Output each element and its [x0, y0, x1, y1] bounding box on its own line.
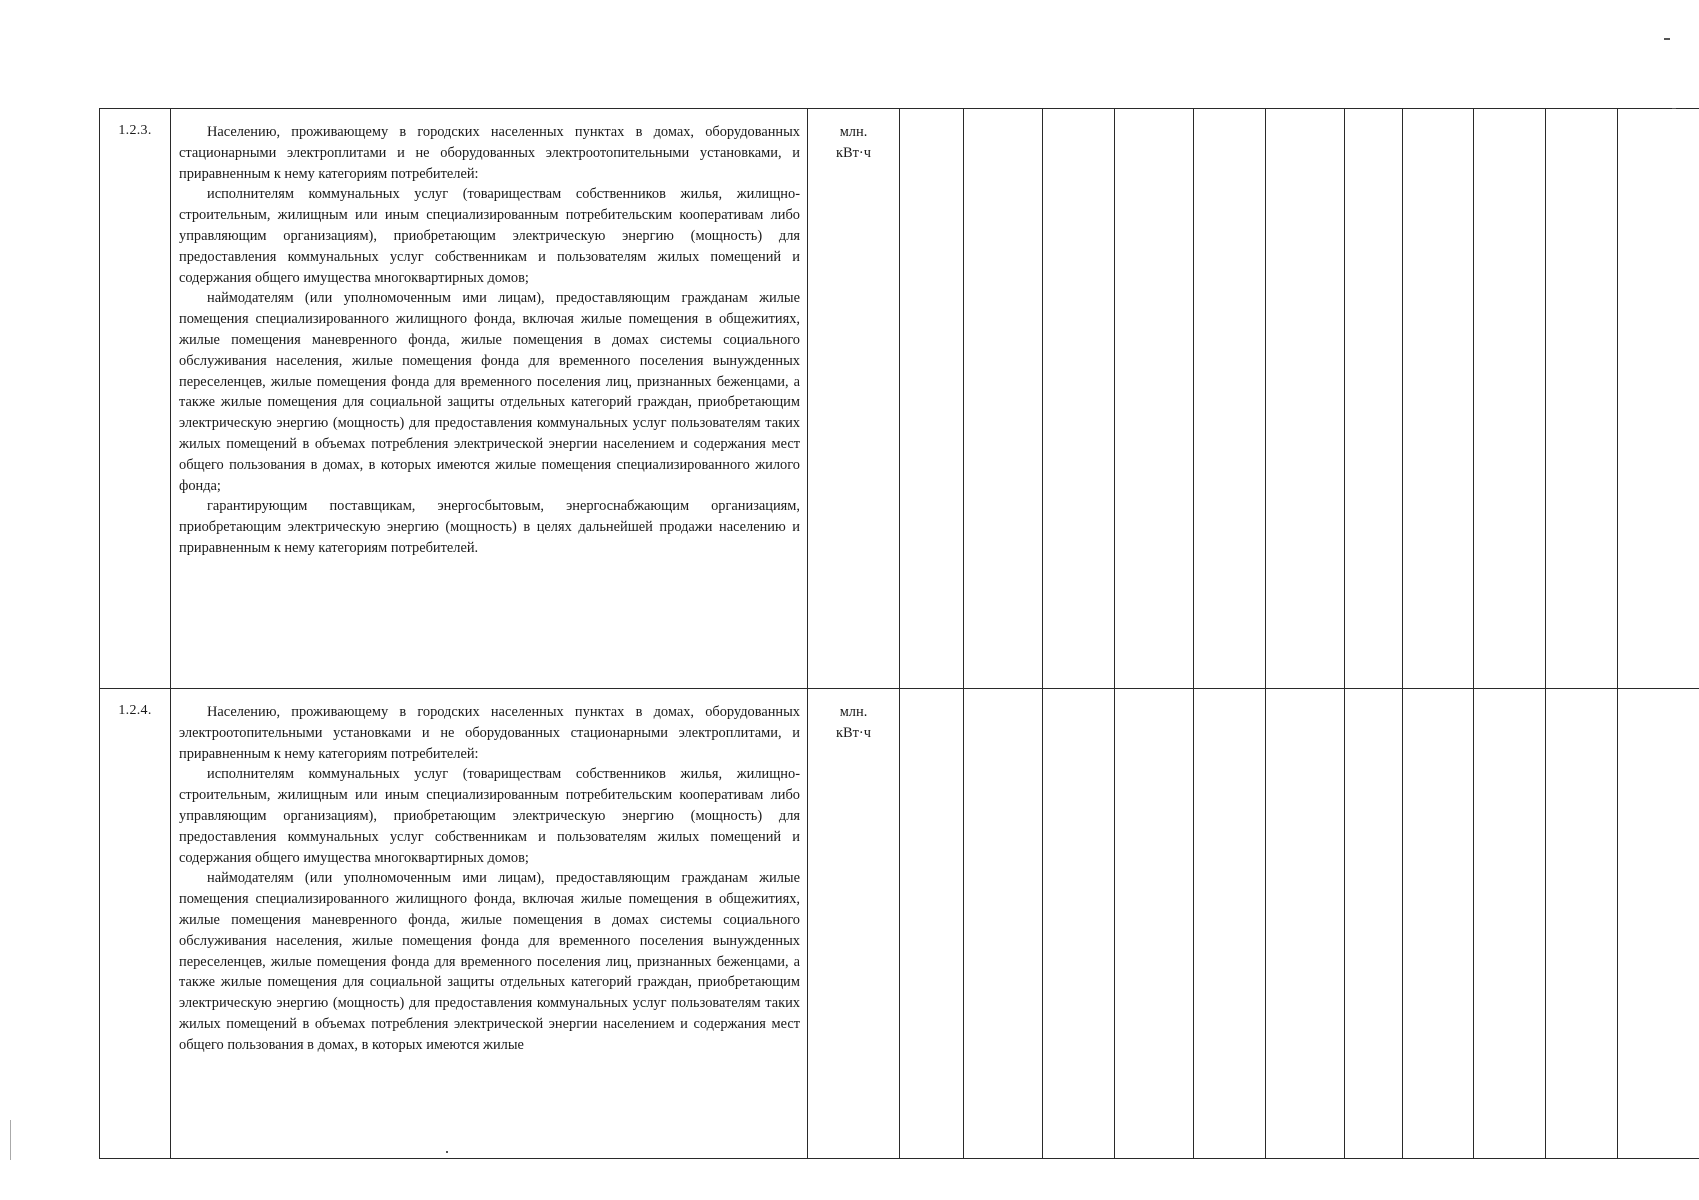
empty-cell [964, 689, 1043, 1159]
scan-mark [1672, 108, 1676, 109]
table-row [100, 689, 1699, 1159]
description-paragraph: гарантирующим поставщикам, энергосбытовым, энергоснабжающим организациям, приобретающим электрическую энергию (мощность) в целях дальнейшей продажи населению и приравненным к нему категориям потребителей. [179, 498, 800, 556]
empty-cell [1345, 689, 1403, 1159]
unit-line: млн. [839, 124, 868, 140]
empty-cell [1474, 689, 1546, 1159]
row-unit [808, 109, 900, 689]
empty-cell [1115, 109, 1194, 689]
empty-cell [1546, 109, 1618, 689]
empty-cell [1043, 689, 1115, 1159]
row-description [171, 689, 808, 1159]
empty-cell [1194, 109, 1266, 689]
empty-cell [1474, 109, 1546, 689]
tariff-table [99, 108, 1699, 1159]
empty-cell [1043, 109, 1115, 689]
empty-cell [1403, 109, 1474, 689]
empty-cell [1266, 689, 1345, 1159]
empty-cell [1115, 689, 1194, 1159]
description-paragraph: наймодателям (или уполномоченным ими лицам), предоставляющим гражданам жилые помещения специализированного жилищного фонда, включая жилые помещения в общежитиях, жилые помещения маневренного фонда, жилые помещения в домах системы социального обслуживания населения, жилые помещения фонда для временного поселения вынужденных переселенцев, жилые помещения фонда для временного поселения лиц, признанных беженцами, а также жилые помещения для социальной защиты отдельных категорий граждан, приобретающим электрическую энергию (мощность) для предоставления коммунальных услуг пользователям таких жилых помещений в объемах потребления электрической энергии населением и содержания мест общего пользования в домах, в которых имеются жилые помещения специализированного жилого фонда; [179, 290, 800, 494]
unit-line: млн. [839, 704, 868, 720]
empty-cell [1345, 109, 1403, 689]
row-unit [808, 689, 900, 1159]
empty-cell [900, 689, 964, 1159]
unit-line: кВт·ч [836, 724, 871, 741]
description-paragraph: Населению, проживающему в городских населенных пунктах в домах, оборудованных стационарными электроплитами и не оборудованных электроотопительными установками, и приравненным к нему категориям потребителей: [179, 124, 800, 182]
empty-cell [1194, 689, 1266, 1159]
empty-cell [964, 109, 1043, 689]
scan-mark [446, 1151, 448, 1153]
empty-cell [1618, 109, 1699, 689]
empty-cell [1546, 689, 1618, 1159]
scan-mark [10, 1120, 11, 1160]
description-paragraph: исполнителям коммунальных услуг (товариществам собственников жилья, жилищно-строительным, жилищным или иным специализированным потребительским кооперативам либо управляющим организациям), приобретающим электрическую энергию (мощность) для предоставления коммунальных услуг собственникам и пользователям жилых помещений и содержания общего имущества многоквартирных домов; [179, 186, 800, 286]
empty-cell [1266, 109, 1345, 689]
row-description [171, 109, 808, 689]
description-paragraph: наймодателям (или уполномоченным ими лицам), предоставляющим гражданам жилые помещения специализированного жилищного фонда, включая жилые помещения в общежитиях, жилые помещения маневренного фонда, жилые помещения в домах системы социального обслуживания населения, жилые помещения фонда для временного поселения вынужденных переселенцев, жилые помещения фонда для временного поселения лиц, признанных беженцами, а также жилые помещения для социальной защиты отдельных категорий граждан, приобретающим электрическую энергию (мощность) для предоставления коммунальных услуг пользователям таких жилых помещений в объемах потребления электрической энергии населением и содержания мест общего пользования в домах, в которых имеются жилые [179, 870, 800, 1053]
row-number: 1.2.3. [100, 109, 171, 689]
row-number: 1.2.4. [100, 689, 171, 1159]
unit-line: кВт·ч [836, 144, 871, 161]
empty-cell [1403, 689, 1474, 1159]
table-row [100, 109, 1699, 689]
empty-cell [900, 109, 964, 689]
description-paragraph: Населению, проживающему в городских населенных пунктах в домах, оборудованных электроотопительными установками и не оборудованных стационарными электроплитами, и приравненным к нему категориям потребителей: [179, 704, 800, 762]
description-paragraph: исполнителям коммунальных услуг (товариществам собственников жилья, жилищно-строительным, жилищным или иным специализированным потребительским кооперативам либо управляющим организациям), приобретающим электрическую энергию (мощность) для предоставления коммунальных услуг собственникам и пользователям жилых помещений и содержания общего имущества многоквартирных домов; [179, 766, 800, 866]
scan-mark [1664, 38, 1670, 40]
empty-cell [1618, 689, 1699, 1159]
